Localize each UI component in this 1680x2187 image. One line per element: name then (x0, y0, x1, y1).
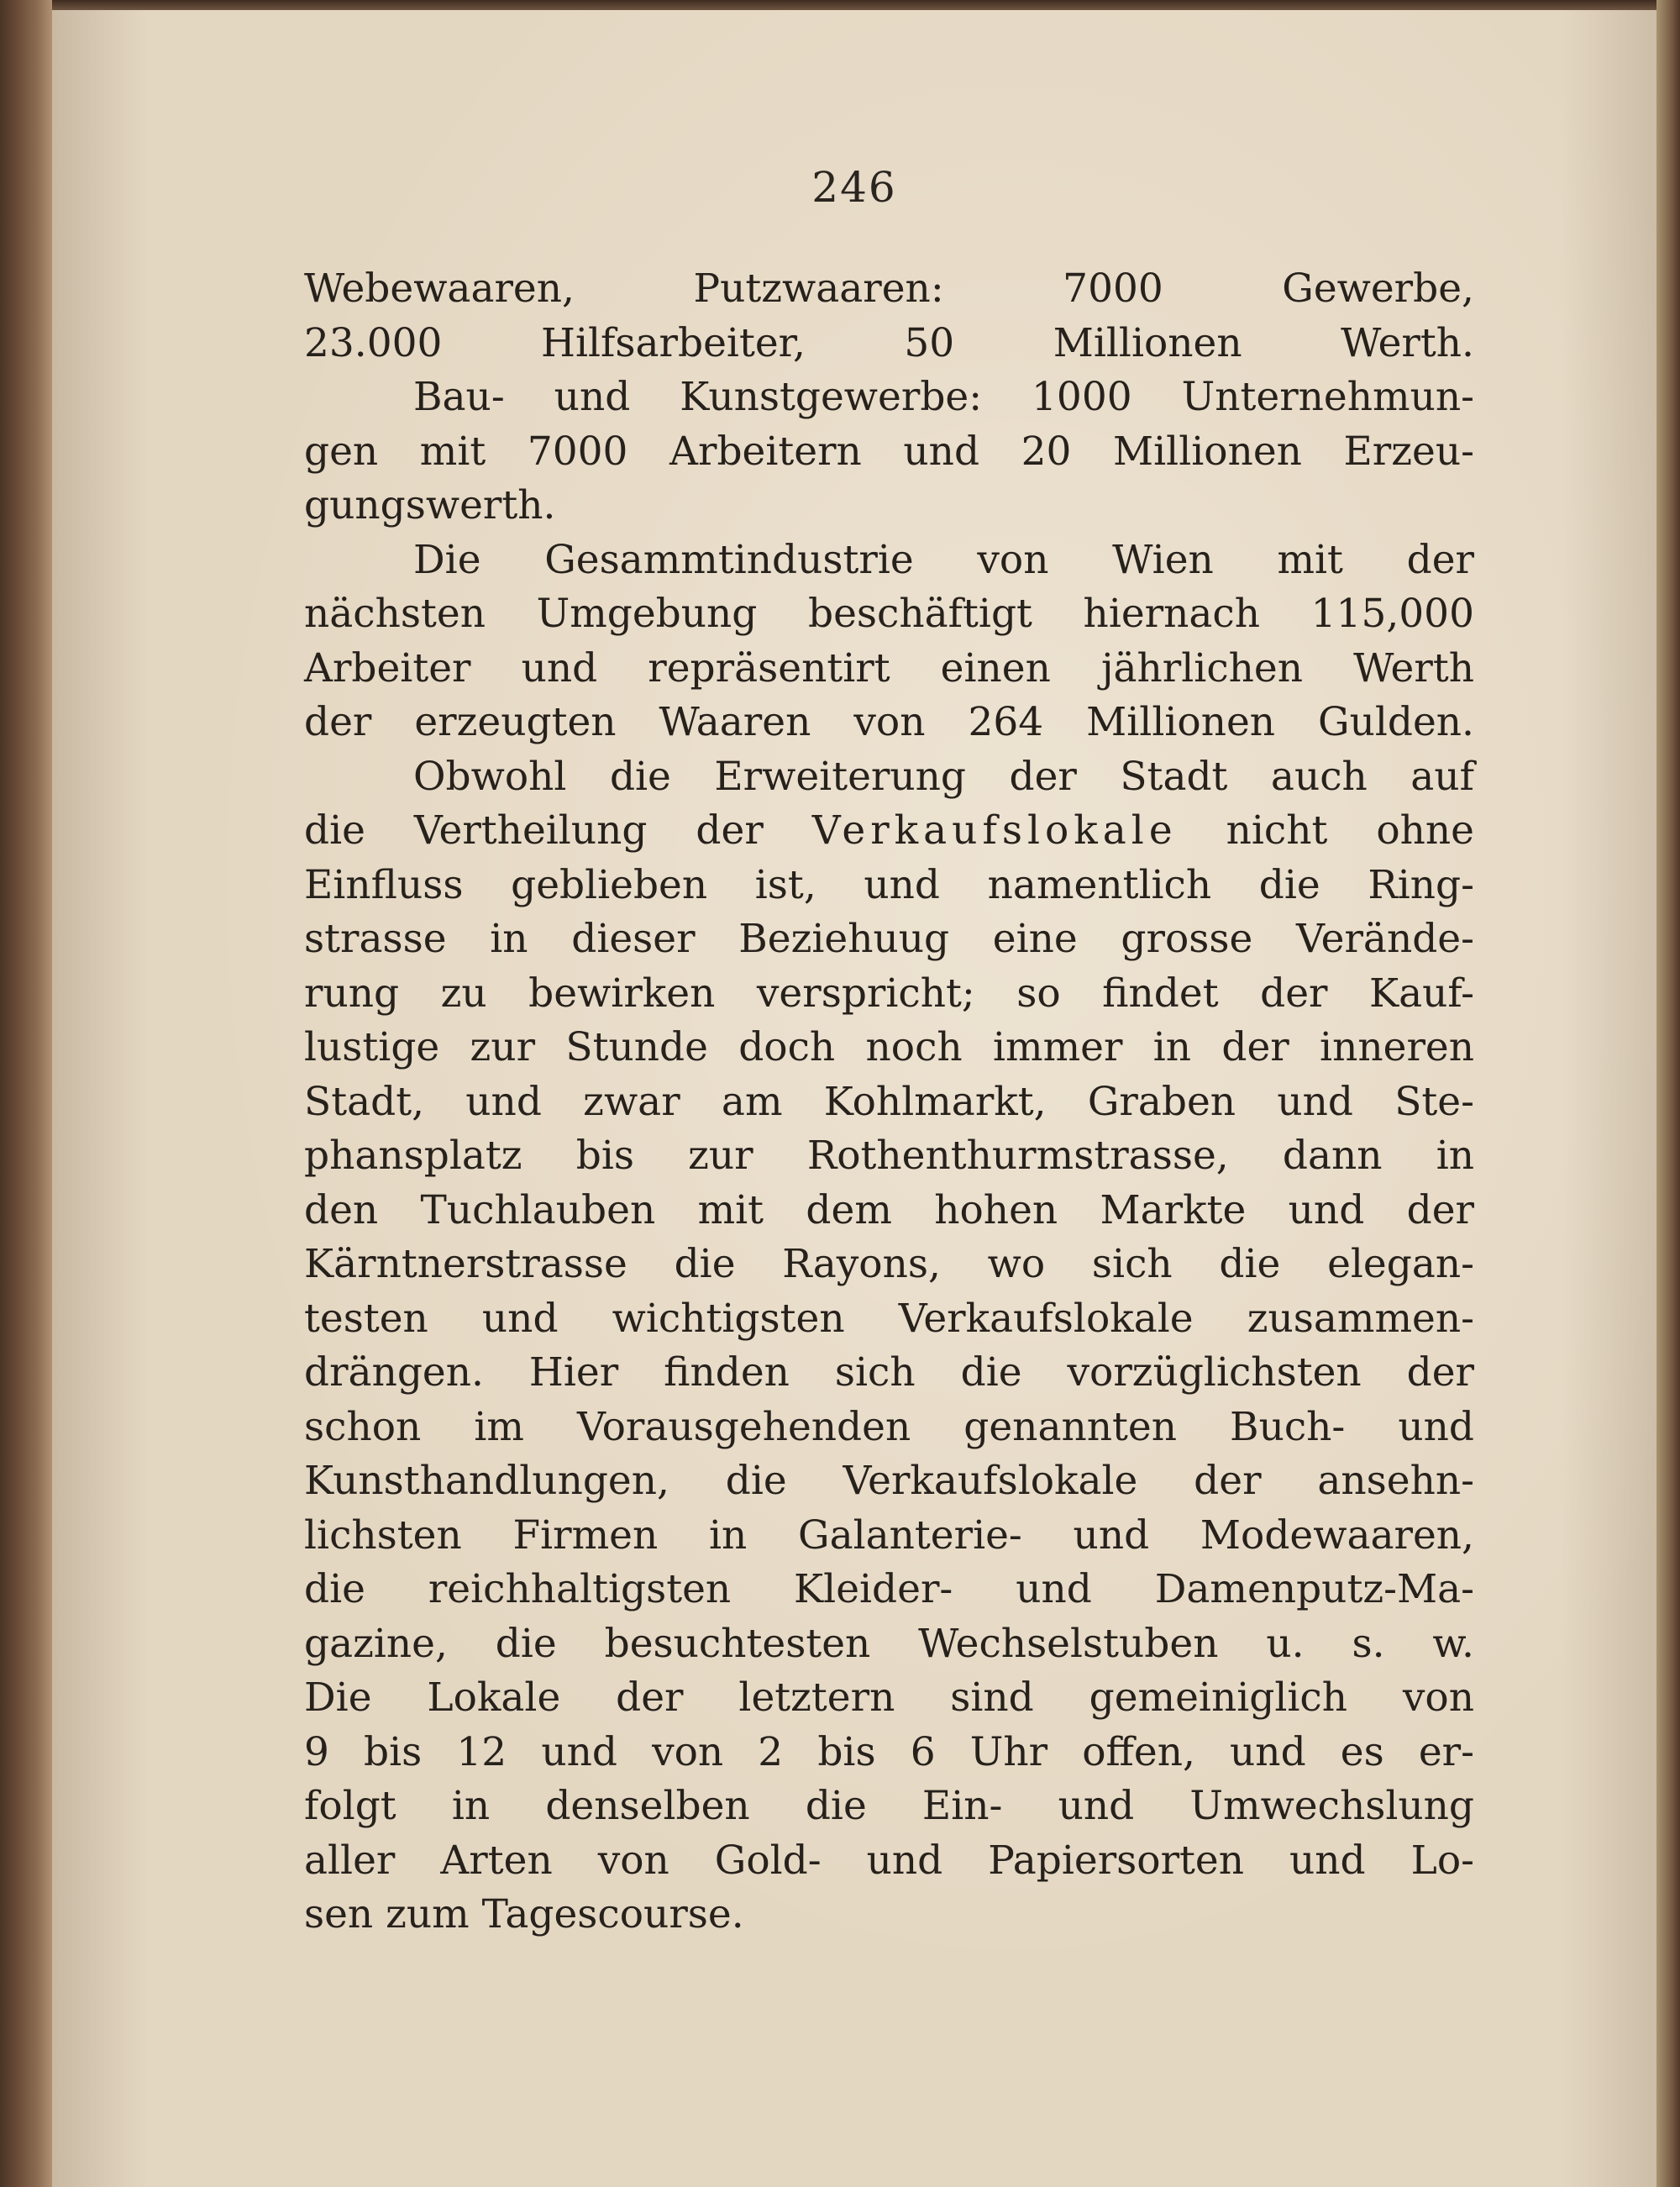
text-line: folgt in denselben die Ein- und Umwechslung (304, 1783, 1474, 1829)
text-line: testen und wichtigsten Verkaufslokale zusammen- (304, 1295, 1474, 1342)
text-line: die reichhaltigsten Kleider- und Damenputz-Ma- (304, 1566, 1474, 1612)
text-line: gen mit 7000 Arbeitern und 20 Millionen Erzeu- (304, 428, 1474, 475)
text-line: phansplatz bis zur Rothenthurmstrasse, dann in (304, 1133, 1474, 1179)
text-line: der erzeugten Waaren von 264 Millionen Gulden. (304, 699, 1474, 745)
text-line: Stadt, und zwar am Kohlmarkt, Graben und Ste- (304, 1078, 1474, 1125)
book-spine (0, 0, 52, 2187)
text-line: den Tuchlauben mit dem hohen Markte und der (304, 1186, 1474, 1233)
text-line: Bau- und Kunstgewerbe: 1000 Unternehmun- (413, 374, 1474, 420)
text-line-mixed (304, 804, 1474, 859)
text-line: Kunsthandlungen, die Verkaufslokale der ansehn- (304, 1458, 1474, 1504)
page-number: 246 (811, 163, 897, 212)
book-top-edge (0, 0, 1680, 10)
book-page-edge (1656, 0, 1680, 2187)
text-line: lichsten Firmen in Galanterie- und Modewaaren, (304, 1511, 1474, 1559)
text-line: 23.000 Hilfsarbeiter, 50 Millionen Werth. (304, 319, 1474, 366)
text-line: strasse in dieser Beziehuug eine grosse Verände- (304, 916, 1474, 962)
text-line: Kärntnerstrasse die Rayons, wo sich die elegan- (304, 1241, 1474, 1287)
text-line: Obwohl die Erweiterung der Stadt auch auf (413, 753, 1474, 800)
text-line: lustige zur Stunde doch noch immer in der inneren (304, 1024, 1474, 1070)
text-line: Einfluss geblieben ist, und namentlich die Ring- (304, 861, 1474, 908)
body-text (304, 262, 1474, 1943)
text-line: drängen. Hier finden sich die vorzüglichsten der (304, 1349, 1474, 1396)
text-line: sen zum Tagescourse. (304, 1891, 744, 1937)
text-line: schon im Vorausgehenden genannten Buch- und (304, 1403, 1474, 1450)
text-line: Webewaaren, Putzwaaren: 7000 Gewerbe, (304, 265, 1474, 312)
text-line: Die Lokale der letztern sind gemeiniglich von (304, 1674, 1474, 1721)
text-line: gazine, die besuchtesten Wechselstuben u. s. w. (304, 1620, 1474, 1667)
text-line: Arbeiter und repräsentirt einen jährlichen Werth (304, 644, 1474, 691)
emphasized-word: Verkaufslokale (811, 807, 1178, 854)
text-line: nächsten Umgebung beschäftigt hiernach 115,000 (304, 591, 1474, 637)
book-page (52, 10, 1656, 2187)
text-line: gungswerth. (304, 482, 556, 528)
text-line: Die Gesammtindustrie von Wien mit der (413, 536, 1474, 583)
text-segment: die Vertheilung der (304, 807, 764, 854)
text-segment: nicht ohne (1226, 807, 1474, 854)
text-line: rung zu bewirken verspricht; so findet der Kauf- (304, 970, 1474, 1017)
text-line: aller Arten von Gold- und Papiersorten und Lo- (304, 1837, 1474, 1884)
text-line: 9 bis 12 und von 2 bis 6 Uhr offen, und es er- (304, 1728, 1474, 1775)
